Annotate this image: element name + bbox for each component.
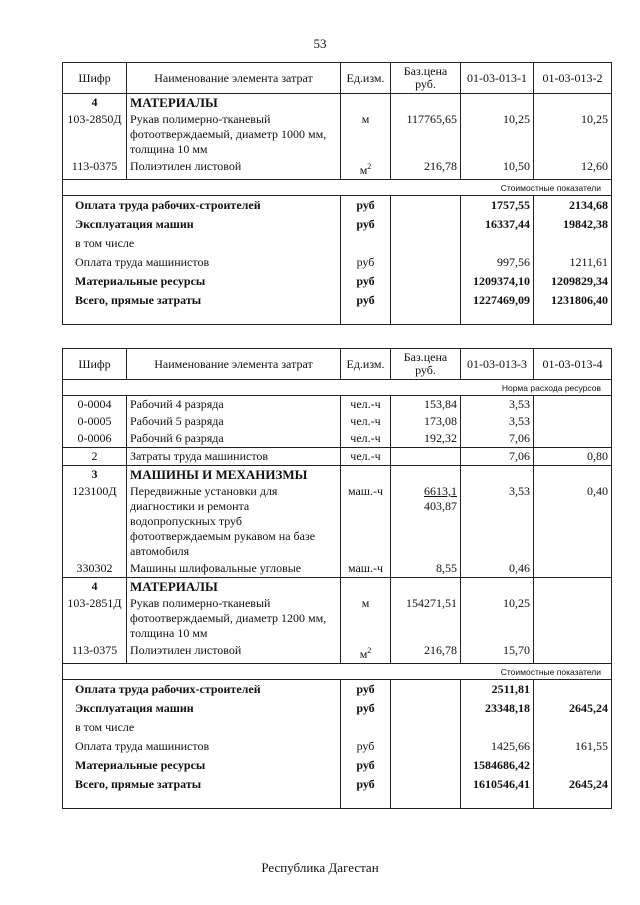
summary-value-a: 1227469,09 <box>461 291 534 310</box>
summary-value-b: 2645,24 <box>534 699 612 718</box>
summary-row <box>63 775 612 794</box>
row-code: 3 <box>63 466 127 484</box>
row-code: 4 <box>63 578 127 596</box>
band-costs: Стоимостные показатели <box>63 664 612 680</box>
row-name: Передвижные установки для диагностики и ремонта водопропускных труб фотоотверждаемым рукавом на базе автомобиля <box>127 483 341 560</box>
row-value-b <box>534 595 612 642</box>
row-value-a: 3,53 <box>461 396 534 414</box>
summary-name: Эксплуатация машин <box>63 215 341 234</box>
row-price: 173,08 <box>391 413 461 430</box>
summary-price <box>391 718 461 737</box>
summary-price <box>391 215 461 234</box>
row-price: 153,84 <box>391 396 461 414</box>
summary-price <box>391 291 461 310</box>
spacer-row <box>63 310 612 325</box>
row-name: Затраты труда машинистов <box>127 448 341 466</box>
summary-unit: руб <box>341 756 391 775</box>
header-unit: Ед.изм. <box>341 63 391 94</box>
summary-price <box>391 775 461 794</box>
row-price <box>391 94 461 112</box>
row-value-a: 0,46 <box>461 560 534 578</box>
table-row <box>63 560 612 578</box>
summary-price <box>391 234 461 253</box>
row-price: 192,32 <box>391 430 461 448</box>
header-unit: Ед.изм. <box>341 349 391 380</box>
row-value-b <box>534 413 612 430</box>
summary-unit <box>341 718 391 737</box>
row-price <box>391 448 461 466</box>
summary-value-a: 1584686,42 <box>461 756 534 775</box>
row-code: 0-0005 <box>63 413 127 430</box>
summary-row <box>63 756 612 775</box>
row-code: 2 <box>63 448 127 466</box>
row-value-a: 10,25 <box>461 595 534 642</box>
summary-row <box>63 718 612 737</box>
table-row <box>63 595 612 642</box>
summary-value-b: 1211,61 <box>534 253 612 272</box>
summary-unit: руб <box>341 737 391 756</box>
header-price: Баз.цена руб. <box>391 63 461 94</box>
row-value-a: 15,70 <box>461 642 534 664</box>
summary-row <box>63 234 612 253</box>
summary-name: Всего, прямые затраты <box>63 291 341 310</box>
row-code: 103-2851Д <box>63 595 127 642</box>
row-value-a <box>461 466 534 484</box>
row-value-a: 10,25 <box>461 111 534 158</box>
price-main: 6613,1 <box>424 484 457 498</box>
table-row <box>63 642 612 664</box>
header-row <box>63 349 612 380</box>
summary-row <box>63 737 612 756</box>
summary-value-b: 2645,24 <box>534 775 612 794</box>
spacer-row <box>63 794 612 809</box>
summary-value-a: 1425,66 <box>461 737 534 756</box>
row-name: Рукав полимерно-тканевый фотоотверждаемый, диаметр 1200 мм, толщина 10 мм <box>127 595 341 642</box>
row-value-a <box>461 578 534 596</box>
row-code: 0-0004 <box>63 396 127 414</box>
price-secondary: 403,87 <box>424 499 457 513</box>
row-unit: $м^2$ <box>341 158 391 180</box>
row-name: МАТЕРИАЛЫ <box>127 578 341 596</box>
header-col-b: 01-03-013-2 <box>534 63 612 94</box>
row-code: 123100Д <box>63 483 127 560</box>
header-col-a: 01-03-013-1 <box>461 63 534 94</box>
row-unit: $м^2$ <box>341 642 391 664</box>
row-name: Рабочий 6 разряда <box>127 430 341 448</box>
row-price <box>391 483 461 560</box>
summary-unit <box>341 234 391 253</box>
spacer-cell <box>341 794 391 809</box>
summary-unit: руб <box>341 775 391 794</box>
row-price <box>391 578 461 596</box>
summary-value-a: 16337,44 <box>461 215 534 234</box>
spacer-cell <box>63 310 341 325</box>
table-row <box>63 430 612 448</box>
page-footer: Республика Дагестан <box>261 860 379 875</box>
summary-name: в том числе <box>63 718 341 737</box>
table-row <box>63 158 612 180</box>
table-row <box>63 396 612 414</box>
summary-price <box>391 680 461 700</box>
band-costs: Стоимостные показатели <box>63 180 612 196</box>
row-value-b: 0,40 <box>534 483 612 560</box>
row-value-a: 7,06 <box>461 430 534 448</box>
summary-name: Всего, прямые затраты <box>63 775 341 794</box>
spacer-cell <box>534 794 612 809</box>
table-row <box>63 111 612 158</box>
row-value-b <box>534 94 612 112</box>
summary-value-b <box>534 234 612 253</box>
row-price: 8,55 <box>391 560 461 578</box>
header-name: Наименование элемента затрат <box>127 349 341 380</box>
row-value-b <box>534 642 612 664</box>
summary-price <box>391 253 461 272</box>
summary-unit: руб <box>341 291 391 310</box>
summary-value-b: 19842,38 <box>534 215 612 234</box>
table-row <box>63 578 612 596</box>
row-name: МАТЕРИАЛЫ <box>127 94 341 112</box>
row-value-b <box>534 430 612 448</box>
table-row <box>63 466 612 484</box>
summary-price <box>391 756 461 775</box>
summary-unit: руб <box>341 699 391 718</box>
table-row <box>63 483 612 560</box>
summary-value-b: 1209829,34 <box>534 272 612 291</box>
summary-value-b: 1231806,40 <box>534 291 612 310</box>
table-row <box>63 448 612 466</box>
spacer-cell <box>341 310 391 325</box>
row-value-b: 0,80 <box>534 448 612 466</box>
row-name: Рукав полимерно-тканевый фотоотверждаемый, диаметр 1000 мм, толщина 10 мм <box>127 111 341 158</box>
summary-name: Эксплуатация машин <box>63 699 341 718</box>
row-name: Рабочий 4 разряда <box>127 396 341 414</box>
row-value-b: 12,60 <box>534 158 612 180</box>
row-code: 330302 <box>63 560 127 578</box>
summary-unit: руб <box>341 680 391 700</box>
spacer-cell <box>534 310 612 325</box>
row-unit <box>341 578 391 596</box>
summary-name: Материальные ресурсы <box>63 756 341 775</box>
summary-value-a: 1757,55 <box>461 196 534 216</box>
row-price: 216,78 <box>391 642 461 664</box>
row-value-a <box>461 94 534 112</box>
summary-value-a <box>461 718 534 737</box>
summary-value-b: 2134,68 <box>534 196 612 216</box>
summary-value-a: 23348,18 <box>461 699 534 718</box>
summary-price <box>391 737 461 756</box>
page-number: 53 <box>313 36 327 51</box>
summary-value-b <box>534 718 612 737</box>
estimate-table-1 <box>62 62 612 325</box>
row-name: Полиэтилен листовой <box>127 158 341 180</box>
band-row <box>63 180 612 196</box>
summary-row <box>63 291 612 310</box>
summary-name: Оплата труда рабочих-строителей <box>63 196 341 216</box>
row-price <box>391 466 461 484</box>
table-row <box>63 413 612 430</box>
summary-value-a: 1209374,10 <box>461 272 534 291</box>
row-name: Машины шлифовальные угловые <box>127 560 341 578</box>
header-col-b: 01-03-013-4 <box>534 349 612 380</box>
row-unit: м <box>341 111 391 158</box>
row-unit: чел.-ч <box>341 413 391 430</box>
header-code: Шифр <box>63 63 127 94</box>
header-code: Шифр <box>63 349 127 380</box>
summary-name: Оплата труда рабочих-строителей <box>63 680 341 700</box>
summary-unit: руб <box>341 196 391 216</box>
summary-value-b <box>534 756 612 775</box>
summary-row <box>63 699 612 718</box>
row-value-b <box>534 560 612 578</box>
row-unit: м <box>341 595 391 642</box>
summary-value-b: 161,55 <box>534 737 612 756</box>
row-value-a: 3,53 <box>461 483 534 560</box>
row-price: 216,78 <box>391 158 461 180</box>
row-unit <box>341 466 391 484</box>
spacer-cell <box>391 794 461 809</box>
summary-row <box>63 272 612 291</box>
summary-unit: руб <box>341 253 391 272</box>
summary-name: Оплата труда машинистов <box>63 253 341 272</box>
spacer-cell <box>461 310 534 325</box>
row-name: МАШИНЫ И МЕХАНИЗМЫ <box>127 466 341 484</box>
summary-row <box>63 680 612 700</box>
summary-value-a: 2511,81 <box>461 680 534 700</box>
row-value-b <box>534 578 612 596</box>
summary-name: Материальные ресурсы <box>63 272 341 291</box>
summary-row <box>63 253 612 272</box>
summary-row <box>63 215 612 234</box>
row-price: 154271,51 <box>391 595 461 642</box>
summary-value-b <box>534 680 612 700</box>
band-row <box>63 380 612 396</box>
spacer-cell <box>461 794 534 809</box>
summary-unit: руб <box>341 272 391 291</box>
row-unit: чел.-ч <box>341 396 391 414</box>
row-code: 113-0375 <box>63 642 127 664</box>
row-value-a: 3,53 <box>461 413 534 430</box>
summary-row <box>63 196 612 216</box>
row-code: 113-0375 <box>63 158 127 180</box>
summary-value-a <box>461 234 534 253</box>
band-row <box>63 664 612 680</box>
table-row <box>63 94 612 112</box>
summary-value-a: 997,56 <box>461 253 534 272</box>
summary-price <box>391 196 461 216</box>
row-unit: маш.-ч <box>341 560 391 578</box>
band-norm: Норма расхода ресурсов <box>63 380 612 396</box>
summary-price <box>391 699 461 718</box>
summary-price <box>391 272 461 291</box>
summary-name: в том числе <box>63 234 341 253</box>
row-value-a: 7,06 <box>461 448 534 466</box>
row-name: Полиэтилен листовой <box>127 642 341 664</box>
row-price: 117765,65 <box>391 111 461 158</box>
row-unit: чел.-ч <box>341 448 391 466</box>
summary-unit: руб <box>341 215 391 234</box>
row-name: Рабочий 5 разряда <box>127 413 341 430</box>
row-unit: чел.-ч <box>341 430 391 448</box>
row-unit <box>341 94 391 112</box>
row-code: 4 <box>63 94 127 112</box>
header-col-a: 01-03-013-3 <box>461 349 534 380</box>
summary-name: Оплата труда машинистов <box>63 737 341 756</box>
spacer-cell <box>63 794 341 809</box>
header-price: Баз.цена руб. <box>391 349 461 380</box>
header-row <box>63 63 612 94</box>
spacer-cell <box>391 310 461 325</box>
row-value-b <box>534 396 612 414</box>
header-name: Наименование элемента затрат <box>127 63 341 94</box>
row-unit: маш.-ч <box>341 483 391 560</box>
row-code: 0-0006 <box>63 430 127 448</box>
estimate-table-2 <box>62 348 612 809</box>
row-code: 103-2850Д <box>63 111 127 158</box>
row-value-b: 10,25 <box>534 111 612 158</box>
summary-value-a: 1610546,41 <box>461 775 534 794</box>
row-value-a: 10,50 <box>461 158 534 180</box>
row-value-b <box>534 466 612 484</box>
